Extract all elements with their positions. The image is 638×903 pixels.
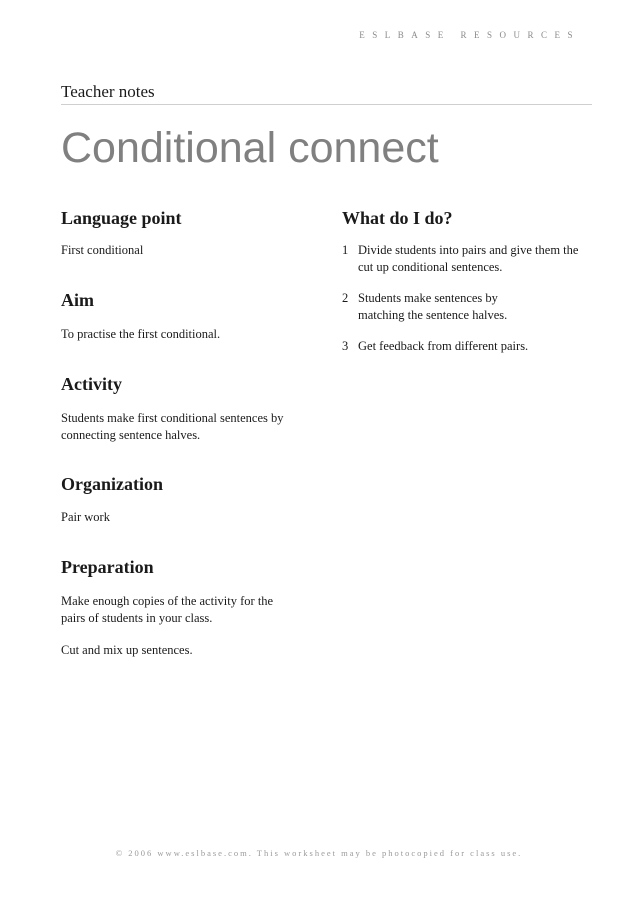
step-text: Divide students into pairs and give them the cut up conditional sentences. — [358, 243, 579, 274]
preparation-section — [61, 555, 289, 659]
what-do-i-do-heading: What do I do? — [342, 208, 453, 228]
activity-section — [61, 372, 306, 444]
page-title: Conditional connect — [61, 124, 439, 172]
aim-heading: Aim — [61, 290, 94, 310]
list-item — [342, 290, 588, 324]
preparation-text-1: Make enough copies of the activity for the pairs of students in your class. — [61, 594, 274, 625]
section-label: Teacher notes — [61, 82, 155, 101]
activity-text: Students make first conditional sentences by connecting sentence halves. — [61, 411, 284, 442]
list-item — [342, 338, 588, 355]
step-number: 3 — [342, 339, 349, 353]
aim-text: To practise the first conditional. — [61, 327, 221, 341]
activity-heading: Activity — [61, 374, 122, 394]
step-text: Get feedback from different pairs. — [358, 339, 529, 353]
footer-copyright: © 2006 www.eslbase.com. This worksheet may be photocopied for class use. — [115, 848, 523, 858]
preparation-text-2: Cut and mix up sentences. — [61, 643, 193, 657]
step-number: 1 — [342, 243, 349, 257]
right-column — [342, 206, 602, 353]
preparation-heading: Preparation — [61, 557, 154, 577]
organization-text: Pair work — [61, 510, 110, 524]
organization-section — [61, 472, 163, 526]
organization-heading: Organization — [61, 474, 163, 494]
step-number: 2 — [342, 291, 349, 305]
step-text: Students make sentences by matching the sentence halves. — [358, 291, 508, 322]
steps-list — [342, 242, 588, 369]
list-item — [342, 242, 588, 276]
aim-section — [61, 288, 220, 343]
brand-header: ESLBASE RESOURCES — [359, 30, 580, 40]
language-point-section — [61, 206, 182, 259]
language-point-text: First conditional — [61, 243, 144, 257]
header-divider — [61, 104, 592, 105]
language-point-heading: Language point — [61, 208, 182, 228]
